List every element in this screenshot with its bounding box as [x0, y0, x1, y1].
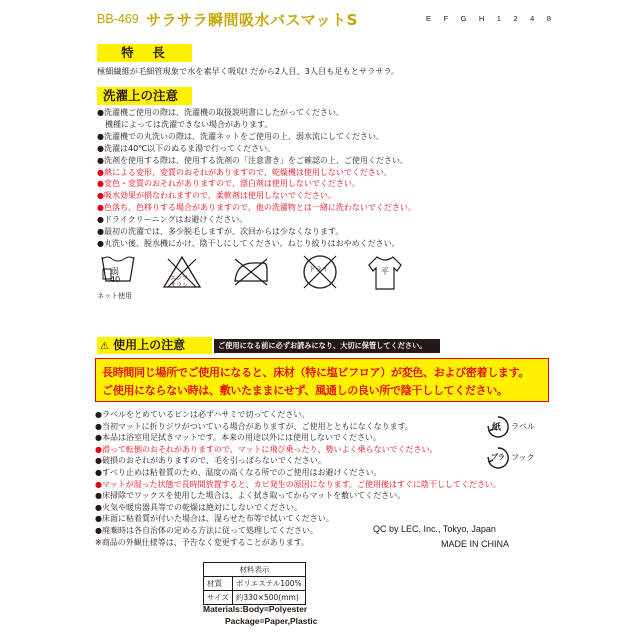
qc-text: QC by LEC, Inc., Tokyo, Japan [373, 524, 496, 534]
materials-table-title: 材料表示 [204, 563, 306, 577]
list-item: ●丸洗い後、脱水機にかけ、陰干しにしてください。ねじり絞りはおやめください。 [97, 238, 400, 248]
list-item: ●最初の洗濯では、多少脱毛しますが、次回からは少なくなります。 [97, 227, 344, 236]
flat-text: 平 [381, 267, 389, 276]
list-item: ●変色・変質のおそれがありますので、漂白剤は使用しないでください。 [97, 179, 360, 189]
dry-text: ドライ [309, 265, 329, 273]
list-item: ●ラベルをとめているピンは必ずハサミで切ってください。 [95, 410, 310, 419]
washing-heading: 洗濯上の注意 [97, 87, 192, 105]
list-item: ●マットが湿った状態で長時間放置すると、カビ発生の原因になります。ご使用後はすぐに陰干ししてください。 [95, 479, 502, 489]
warning-line-1: 長時間同じ場所でご使用になると、床材（特に塩ビフロア）が変色、および密着します。 [102, 366, 530, 379]
warning-line-2: ご使用にならない時は、敷いたままにせず、風通しの良い所で陰干ししてください。 [102, 384, 508, 397]
list-item: ●洗濯は40℃以下のぬるま湯で行ってください。 [97, 143, 276, 153]
features-text: 極細繊維が毛細管現象で水を素早く吸収! だから2人目、3人目も足もとサラサラ。 [97, 66, 400, 76]
made-in-text: MADE IN CHINA [441, 539, 510, 549]
features-heading: 特 長 [97, 44, 192, 62]
care-symbols [97, 253, 417, 305]
list-item: ●当初マットに折りジワがついている場合がありますが、ご使用とともになくなります。 [95, 421, 414, 431]
list-item: ●吸水効果が損なわれますので、柔軟剤は使用しないでください。 [97, 191, 336, 201]
list-item: ●火気や暖房器具等での乾燥は絶対にしないでください。 [95, 502, 302, 512]
list-item: ●本品は浴室用足拭きマットです。本来の用途以外には使用しないでください。 [95, 433, 382, 443]
hook-text: フック [511, 453, 535, 462]
list-item: ●破損のおそれがありますので、毛を引っぱらないでください。 [95, 456, 326, 466]
list-item: ●洗濯機ご使用の際は、洗濯機の取扱説明書にしたがってください。 [97, 108, 344, 117]
material-value: ポリエステル100% [232, 577, 305, 591]
materials-en-line-2: Package=Paper,Plastic [225, 616, 318, 626]
list-item: ●洗濯機での丸洗いの際は、洗濯ネットをご使用の上、弱水流にしてください。 [97, 131, 384, 141]
usage-note: ご使用になる前に必ずお読みになり、大切に保管してください。 [214, 339, 440, 353]
list-item: ●熱による変形、変質のおそれがありますので、乾燥機は使用しないでください。 [97, 167, 392, 177]
product-title: サラサラ瞬間吸水バスマットS [146, 11, 358, 29]
list-item: ●床掃除でワックスを使用した場合は、よく拭き取ってからマットを敷いてください。 [95, 491, 406, 501]
paper-mark: 紙 [492, 423, 502, 433]
size-value: 約330×500(mm) [232, 591, 305, 605]
list-item: ●色落ち、色移りする場合がありますので、他の洗濯物とは一緒に洗わないでください。 [97, 203, 416, 213]
net-label: ネット使用 [97, 292, 132, 300]
list-item: ●廃棄時は各自治体の定める方法に従って処理してください。 [95, 526, 318, 535]
usage-heading [97, 337, 212, 354]
list-item: ※商品の外観仕様等は、予告なく変更することがあります。 [95, 537, 310, 547]
materials-table [203, 562, 306, 605]
warning-icon: ⚠ [100, 341, 109, 352]
list-item: ●滑って転倒のおそれがありますので、マットに飛び乗ったり、勢いよく乗らないでください。 [95, 444, 438, 454]
product-code: BB-469 [97, 12, 139, 26]
list-item: ●すべり止めは粘着質のため、温度の高くなる所でのご使用はお避けください。 [95, 468, 382, 477]
materials-en [203, 603, 317, 627]
usage-heading-label: 使用上の注意 [113, 338, 186, 352]
no-iron-icon [231, 255, 271, 287]
warning-box [95, 358, 549, 402]
bleach-text: エンソ サラシ [170, 275, 189, 289]
list-item: 機種によっては洗濯できない場合があります。 [97, 119, 273, 129]
size-label: サイズ [204, 591, 233, 605]
materials-en-line-1: Materials:Body=Polyester [203, 604, 308, 614]
material-label: 材質 [204, 577, 233, 591]
wash-temp-label: 40 [110, 275, 121, 284]
variant-codes: E F G H 1 2 4 8 [426, 14, 557, 23]
label-text: ラベル [511, 422, 535, 431]
list-item: ●ドライクリーニングはお避けください。 [97, 215, 248, 225]
list-item: ●床面に粘着質が付いた場合は、湿らせた布等で拭いてください。 [95, 514, 334, 524]
plastic-mark: プラ [491, 453, 505, 461]
list-item: ●洗剤を使用する際は、使用する洗剤の「注意書き」をご確認の上、ご使用ください。 [97, 155, 408, 165]
wash-weak-label: 弱 [111, 267, 119, 276]
